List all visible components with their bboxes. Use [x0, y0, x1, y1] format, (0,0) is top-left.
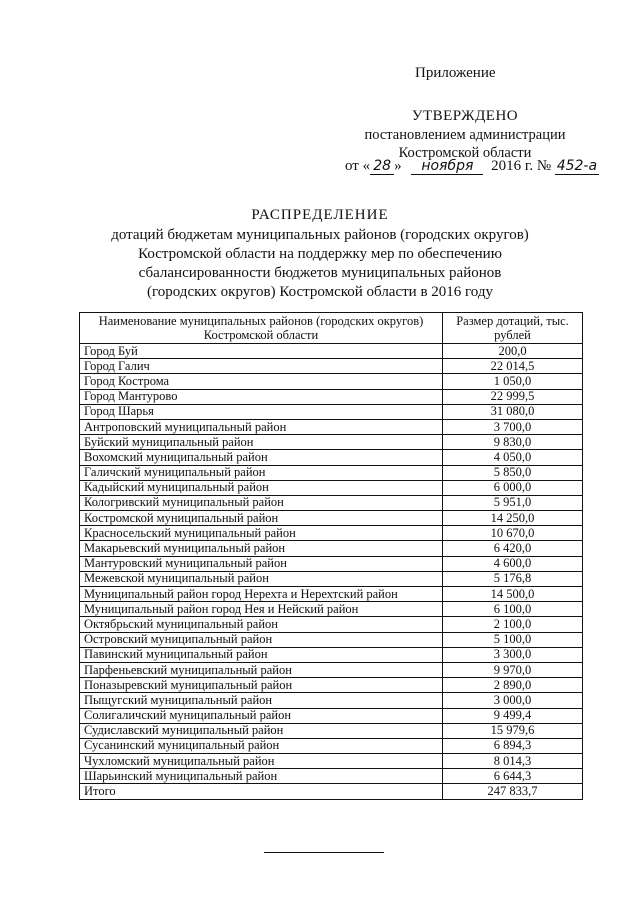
distribution-table — [79, 312, 583, 800]
row-amount: 3 000,0 — [443, 693, 583, 708]
footer-rule — [264, 852, 384, 853]
row-amount: 2 890,0 — [443, 678, 583, 693]
table-row — [80, 465, 583, 480]
row-amount: 3 700,0 — [443, 419, 583, 434]
column-header-amount: Размер дотаций, тыс. рублей — [443, 313, 583, 344]
subtitle-line: сбалансированности бюджетов муниципальных районов — [138, 265, 502, 281]
row-amount: 5 951,0 — [443, 495, 583, 510]
row-name: Красносельский муниципальный район — [80, 526, 443, 541]
table-row — [80, 754, 583, 769]
row-amount: 4 050,0 — [443, 450, 583, 465]
table-row — [80, 450, 583, 465]
table-row — [80, 419, 583, 434]
row-amount: 5 176,8 — [443, 571, 583, 586]
document-title: РАСПРЕДЕЛЕНИЕ — [251, 207, 389, 223]
row-name: Костромской муниципальный район — [80, 511, 443, 526]
table-row — [80, 678, 583, 693]
row-name: Мантуровский муниципальный район — [80, 556, 443, 571]
decree-number: 452-а — [556, 158, 598, 174]
table-row — [80, 435, 583, 450]
row-name: Поназыревский муниципальный район — [80, 678, 443, 693]
row-amount: 9 970,0 — [443, 662, 583, 677]
row-amount: 9 830,0 — [443, 435, 583, 450]
table-row — [80, 571, 583, 586]
row-name: Город Кострома — [80, 374, 443, 389]
subtitle-line: Костромской области на поддержку мер по обеспечению — [138, 246, 502, 262]
row-amount: 6 420,0 — [443, 541, 583, 556]
row-name: Вохомский муниципальный район — [80, 450, 443, 465]
table-row — [80, 693, 583, 708]
row-name: Галичский муниципальный район — [80, 465, 443, 480]
row-name: Судиславский муниципальный район — [80, 723, 443, 738]
table-row — [80, 389, 583, 404]
row-amount: 22 014,5 — [443, 359, 583, 374]
table-row — [80, 708, 583, 723]
row-name: Чухломский муниципальный район — [80, 754, 443, 769]
table-body — [80, 344, 583, 800]
row-amount: 2 100,0 — [443, 617, 583, 632]
table-row — [80, 784, 583, 799]
column-header-name: Наименование муниципальных районов (городских округов) Костромской области — [80, 313, 443, 344]
table-row — [80, 374, 583, 389]
table-row — [80, 526, 583, 541]
row-amount: 6 644,3 — [443, 769, 583, 784]
table-row — [80, 723, 583, 738]
table-row — [80, 344, 583, 359]
approval-line: постановлением администрации — [364, 127, 566, 143]
row-name: Сусанинский муниципальный район — [80, 738, 443, 753]
row-amount: 15 979,6 — [443, 723, 583, 738]
row-name: Октябрьский муниципальный район — [80, 617, 443, 632]
appendix-label: Приложение — [415, 65, 496, 81]
subtitle-line: дотаций бюджетам муниципальных районов (городских округов) — [111, 227, 529, 243]
table-row — [80, 541, 583, 556]
row-name: Шарьинский муниципальный район — [80, 769, 443, 784]
row-name: Кологривский муниципальный район — [80, 495, 443, 510]
row-name: Город Буй — [80, 344, 443, 359]
row-name: Павинский муниципальный район — [80, 647, 443, 662]
row-name: Итого — [80, 784, 443, 799]
row-amount: 10 670,0 — [443, 526, 583, 541]
row-name: Солигаличский муниципальный район — [80, 708, 443, 723]
decree-prefix: от « — [345, 158, 371, 174]
row-name: Город Галич — [80, 359, 443, 374]
row-amount: 9 499,4 — [443, 708, 583, 723]
row-amount: 6 000,0 — [443, 480, 583, 495]
row-name: Парфеньевский муниципальный район — [80, 662, 443, 677]
table-row — [80, 495, 583, 510]
table-row — [80, 480, 583, 495]
decree-mid: » — [394, 158, 402, 174]
row-name: Кадыйский муниципальный район — [80, 480, 443, 495]
table-row — [80, 662, 583, 677]
row-amount: 8 014,3 — [443, 754, 583, 769]
row-amount: 14 500,0 — [443, 587, 583, 602]
row-amount: 4 600,0 — [443, 556, 583, 571]
approval-authority — [330, 126, 600, 162]
table-row — [80, 556, 583, 571]
row-name: Буйский муниципальный район — [80, 435, 443, 450]
table-row — [80, 511, 583, 526]
table-row — [80, 587, 583, 602]
row-amount: 5 850,0 — [443, 465, 583, 480]
row-amount: 247 833,7 — [443, 784, 583, 799]
table-row — [80, 769, 583, 784]
row-name: Пыщугский муниципальный район — [80, 693, 443, 708]
decree-month: ноября — [411, 159, 483, 175]
row-name: Островский муниципальный район — [80, 632, 443, 647]
decree-year: 2016 г. № — [491, 158, 552, 174]
decree-reference — [345, 158, 599, 175]
table-row — [80, 738, 583, 753]
row-amount: 6 100,0 — [443, 602, 583, 617]
decree-day: 28 — [370, 159, 394, 175]
row-amount: 5 100,0 — [443, 632, 583, 647]
row-amount: 6 894,3 — [443, 738, 583, 753]
table-row — [80, 359, 583, 374]
row-amount: 1 050,0 — [443, 374, 583, 389]
row-name: Макарьевский муниципальный район — [80, 541, 443, 556]
document-heading — [80, 207, 560, 302]
row-name: Антроповский муниципальный район — [80, 419, 443, 434]
row-name: Межевской муниципальный район — [80, 571, 443, 586]
table-row — [80, 602, 583, 617]
row-name: Муниципальный район город Нея и Нейский район — [80, 602, 443, 617]
approved-stamp: УТВЕРЖДЕНО — [411, 108, 519, 124]
row-amount: 200,0 — [443, 344, 583, 359]
row-amount: 14 250,0 — [443, 511, 583, 526]
row-name: Город Шарья — [80, 404, 443, 419]
row-amount: 22 999,5 — [443, 389, 583, 404]
table-row — [80, 647, 583, 662]
row-name: Город Мантурово — [80, 389, 443, 404]
row-name: Муниципальный район город Нерехта и Нерехтский район — [80, 587, 443, 602]
table-row — [80, 404, 583, 419]
row-amount: 31 080,0 — [443, 404, 583, 419]
row-amount: 3 300,0 — [443, 647, 583, 662]
approval-line: Костромской области — [398, 145, 532, 161]
table-header-row — [80, 313, 583, 344]
table-row — [80, 617, 583, 632]
table-row — [80, 632, 583, 647]
subtitle-line: (городских округов) Костромской области в 2016 году — [146, 284, 494, 300]
